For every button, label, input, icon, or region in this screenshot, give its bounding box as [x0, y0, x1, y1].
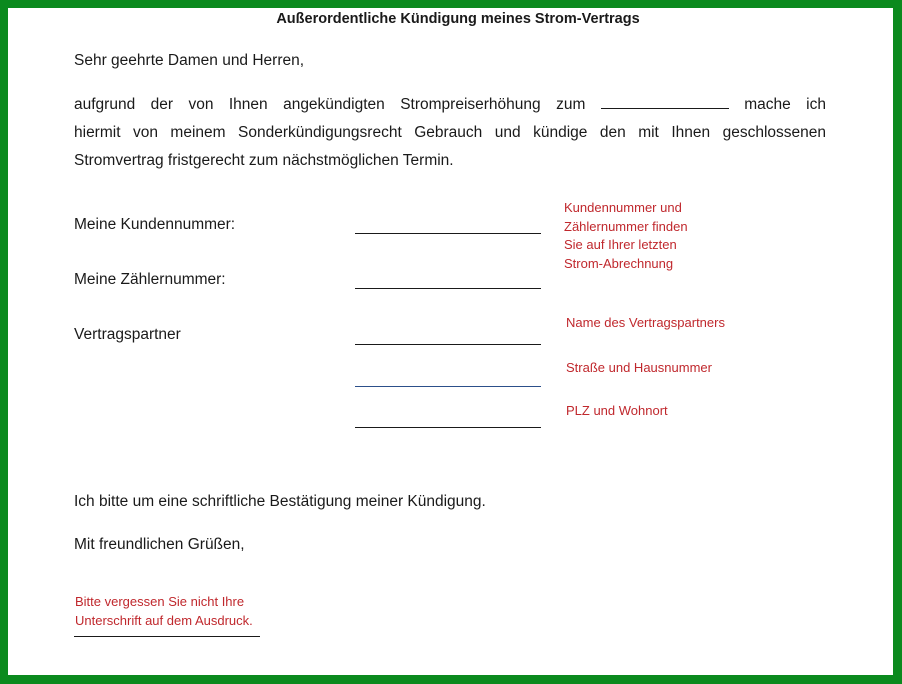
meter-number-blank[interactable]: [355, 288, 541, 289]
meter-number-label: Meine Zählernummer:: [74, 271, 226, 288]
salutation: Sehr geehrte Damen und Herren,: [74, 52, 305, 69]
hint-line: Bitte vergessen Sie nicht Ihre: [75, 594, 245, 609]
partner-street-blank[interactable]: [355, 386, 541, 387]
letter-page: [8, 8, 893, 675]
customer-number-label: Meine Kundennummer:: [74, 216, 236, 233]
customer-meter-hint: [564, 199, 688, 273]
contract-partner-label: Vertragspartner: [74, 326, 181, 343]
partner-zip-city-blank[interactable]: [355, 427, 541, 428]
date-blank[interactable]: [601, 94, 729, 109]
signature-hint: [75, 593, 253, 630]
hint-line: Unterschrift auf dem Ausdruck.: [75, 612, 253, 628]
hint-line: Sie auf Ihrer letzten: [564, 237, 677, 252]
hint-line: Strom-Abrechnung: [564, 255, 674, 271]
body-line-3: Stromvertrag fristgerecht zum nächstmöglichen Termin.: [74, 152, 454, 169]
customer-number-blank[interactable]: [355, 233, 541, 234]
body-paragraph: [74, 91, 826, 175]
partner-name-blank[interactable]: [355, 344, 541, 345]
closing: Mit freundlichen Grüßen,: [74, 536, 245, 553]
body-line-1-end: mache ich: [744, 96, 826, 113]
partner-name-hint: Name des Vertragspartners: [566, 315, 725, 330]
hint-line: Zählernummer finden: [564, 218, 688, 234]
hint-line: Kundennummer und: [564, 200, 682, 215]
confirmation-request: Ich bitte um eine schriftliche Bestätigung meiner Kündigung.: [74, 493, 486, 510]
document-title: Außerordentliche Kündigung meines Strom-Vertrags: [276, 11, 640, 27]
zip-city-hint: PLZ und Wohnort: [566, 403, 668, 418]
signature-blank[interactable]: [74, 636, 260, 637]
body-line-2: hiermit von meinem Sonderkündigungsrecht Gebrauch und kündige den mit Ihnen geschlossenen: [74, 124, 826, 141]
body-line-1: [74, 91, 826, 119]
body-line-1-start: aufgrund der von Ihnen angekündigten Strompreiserhöhung zum: [74, 96, 586, 113]
street-hint: Straße und Hausnummer: [566, 360, 712, 375]
